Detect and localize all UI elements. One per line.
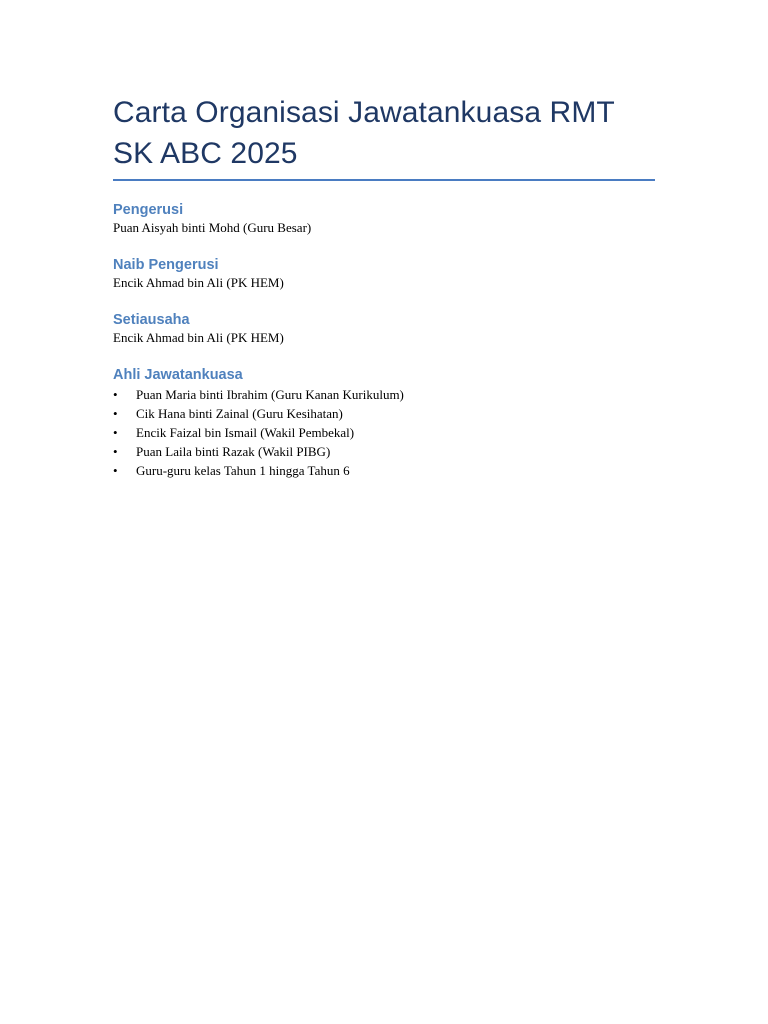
list-item [113, 461, 655, 480]
body-setiausaha: Encik Ahmad bin Ali (PK HEM) [113, 330, 284, 345]
member-name: Puan Maria binti Ibrahim (Guru Kanan Kurikulum) [136, 387, 404, 402]
document-title: Carta Organisasi Jawatankuasa RMT SK ABC 2025 [113, 96, 615, 170]
member-name: Cik Hana binti Zainal (Guru Kesihatan) [136, 406, 343, 421]
member-name: Guru-guru kelas Tahun 1 hingga Tahun 6 [136, 463, 350, 478]
body-naib-pengerusi: Encik Ahmad bin Ali (PK HEM) [113, 275, 284, 290]
section-naib-pengerusi [113, 256, 655, 292]
heading-naib-pengerusi: Naib Pengerusi [113, 257, 219, 273]
heading-ahli-jawatankuasa: Ahli Jawatankuasa [113, 367, 243, 383]
heading-pengerusi: Pengerusi [113, 202, 184, 218]
member-list [113, 385, 655, 480]
list-item [113, 385, 655, 404]
document-page [113, 92, 655, 480]
list-item [113, 423, 655, 442]
section-setiausaha [113, 311, 655, 347]
heading-setiausaha: Setiausaha [113, 312, 190, 328]
list-item [113, 442, 655, 461]
bullet-icon: • [113, 406, 118, 421]
bullet-icon: • [113, 387, 118, 402]
member-name: Encik Faizal bin Ismail (Wakil Pembekal) [136, 425, 355, 440]
member-name: Puan Laila binti Razak (Wakil PIBG) [136, 444, 331, 459]
bullet-icon: • [113, 444, 118, 459]
bullet-icon: • [113, 463, 118, 478]
body-pengerusi: Puan Aisyah binti Mohd (Guru Besar) [113, 220, 312, 235]
section-ahli-jawatankuasa [113, 366, 655, 480]
section-pengerusi [113, 201, 655, 237]
title-underline [113, 179, 655, 181]
bullet-icon: • [113, 425, 118, 440]
list-item [113, 404, 655, 423]
